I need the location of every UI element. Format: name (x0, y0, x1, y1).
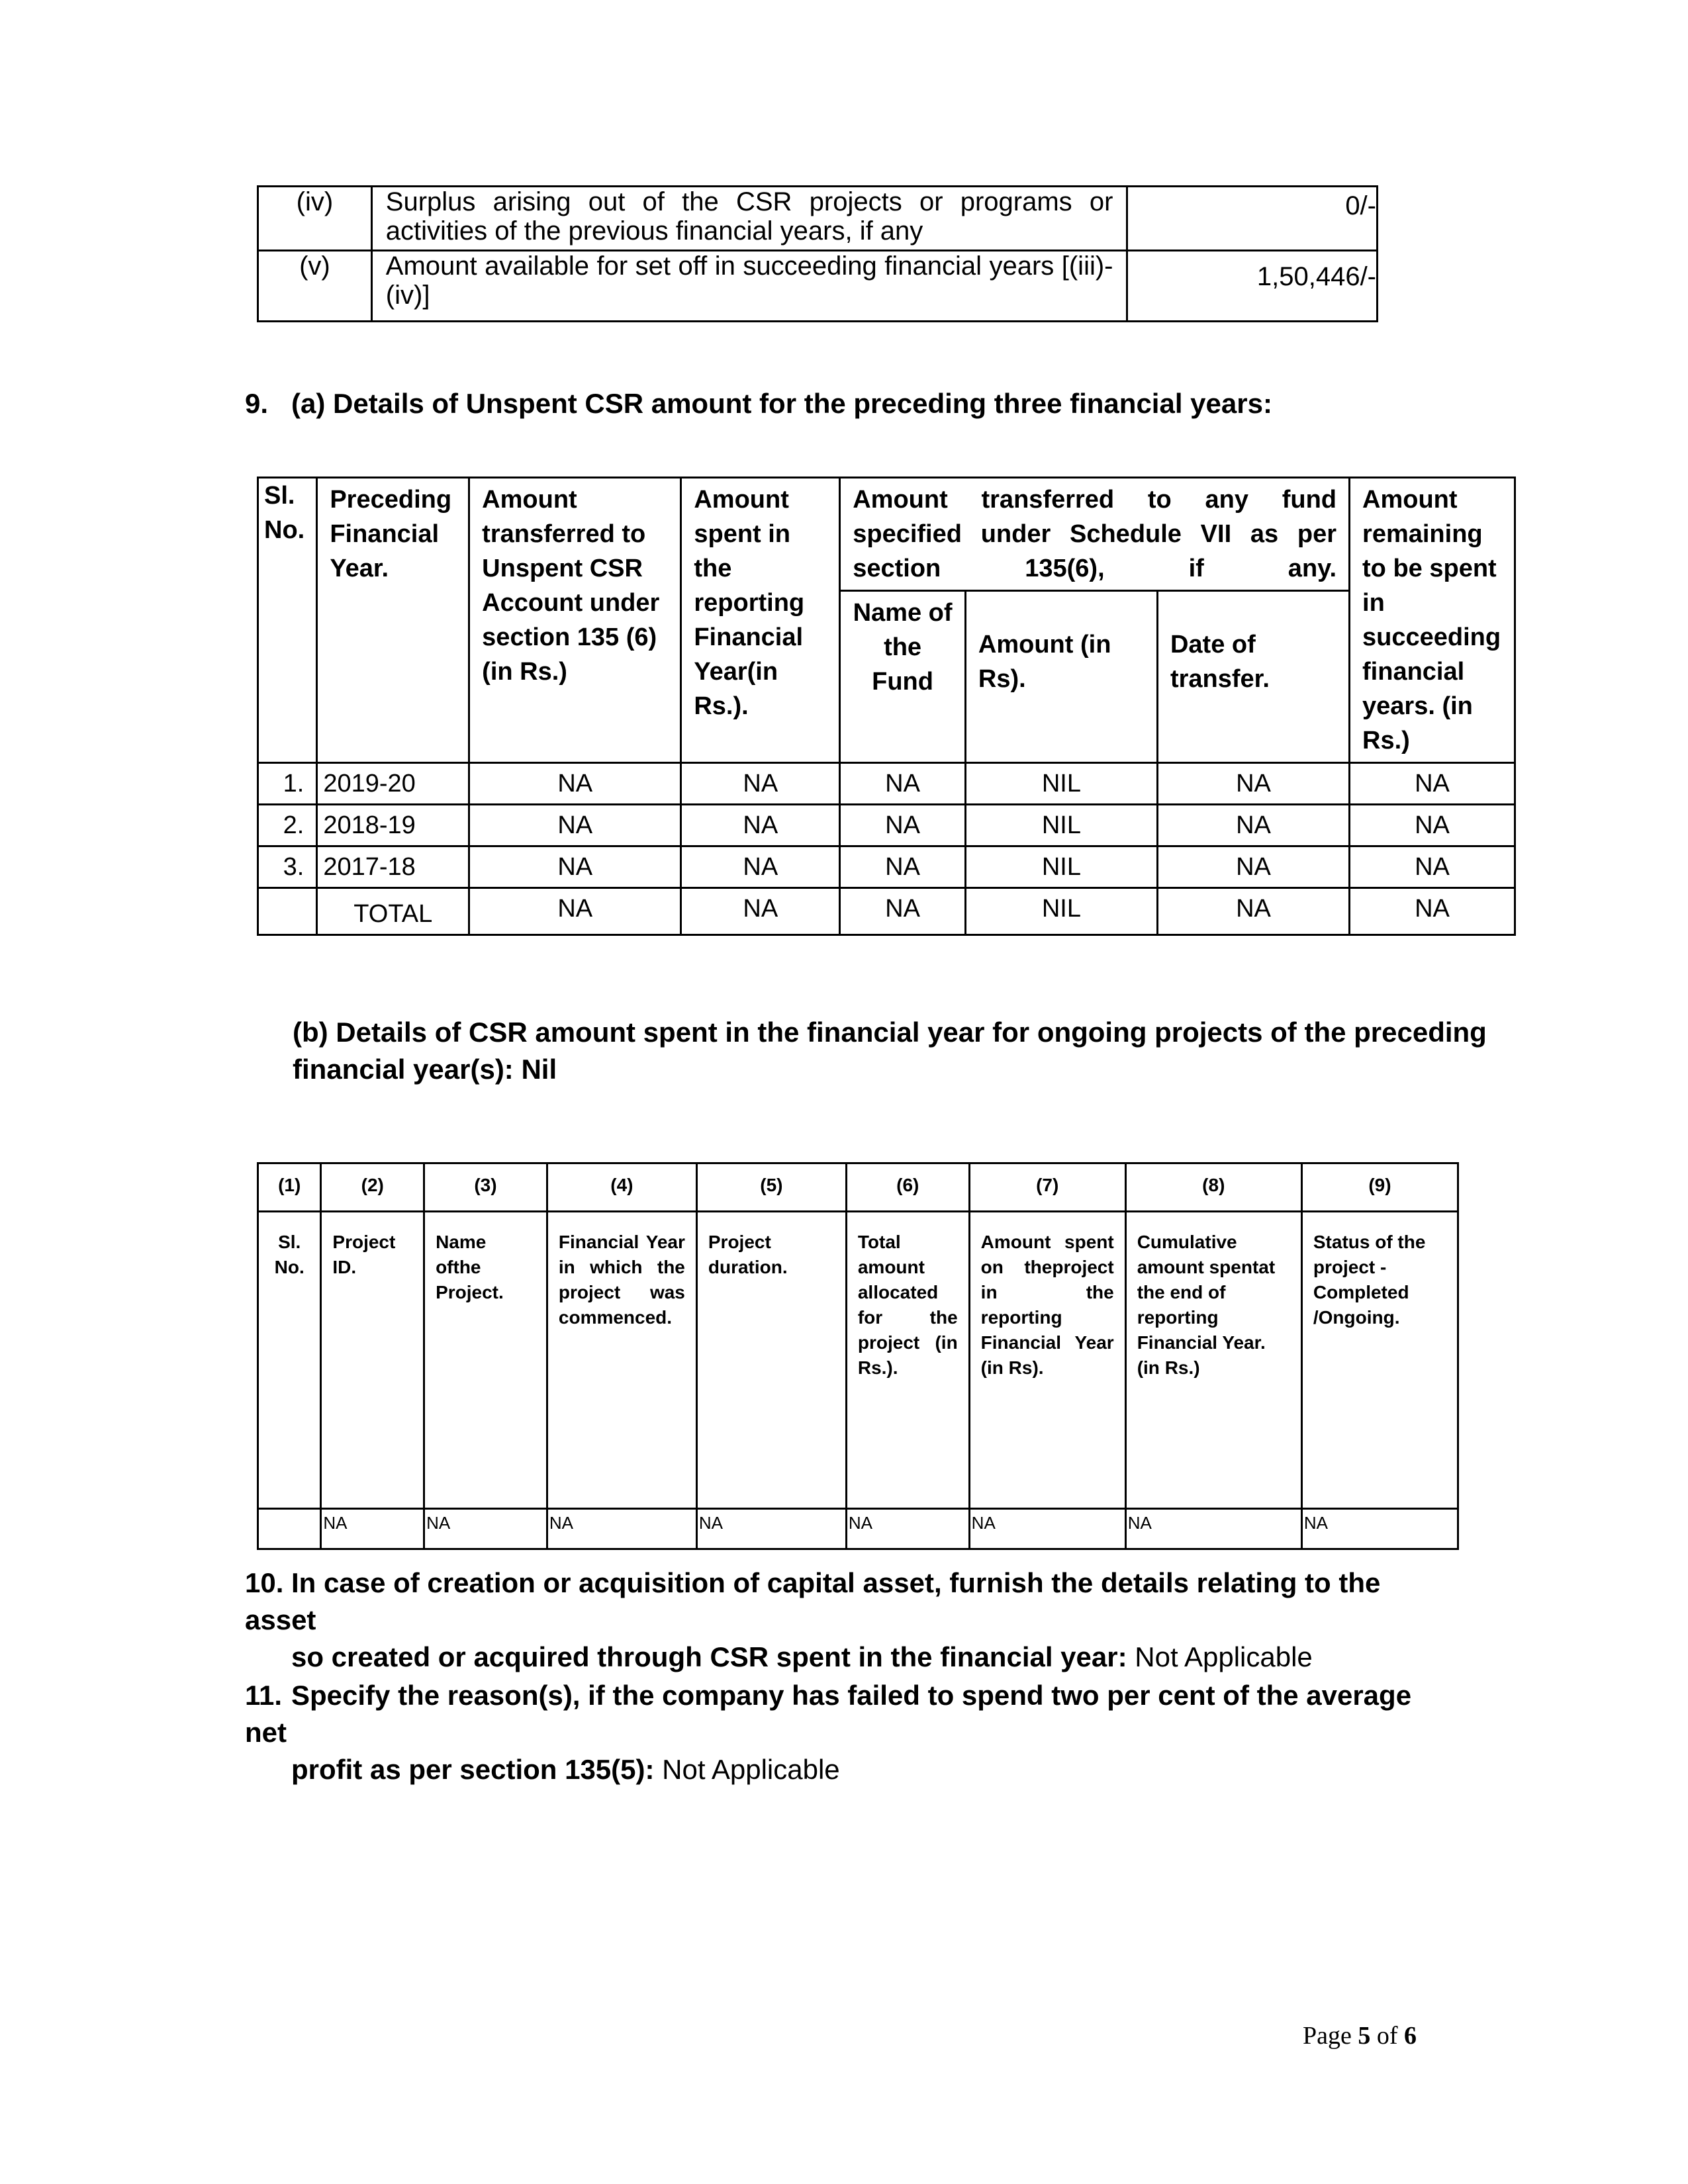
section-10 (245, 1565, 1436, 1676)
column-number: (8) (1125, 1163, 1301, 1212)
table-row (258, 846, 1515, 888)
cell-sl (258, 1509, 321, 1549)
cell-transferred: NA (469, 805, 681, 846)
header-cumulative-amount: Cumulative amount spentat the end of reporting Financial Year. (in Rs.) (1125, 1212, 1301, 1509)
column-number: (2) (321, 1163, 424, 1212)
section-number: 11. (245, 1680, 283, 1711)
row-number: (v) (258, 251, 372, 322)
cell-remaining: NA (1350, 846, 1515, 888)
section-title-line: financial year(s): Nil (293, 1054, 557, 1085)
page-total: 6 (1404, 2022, 1417, 2050)
cell-transferred: NA (469, 888, 681, 935)
column-number: (6) (846, 1163, 969, 1212)
column-number: (4) (547, 1163, 696, 1212)
cell-year: 2019-20 (317, 763, 469, 805)
row-description: Amount available for set off in succeeding financial years [(iii)-(iv)] (371, 251, 1127, 322)
cell-spent: NA (681, 888, 840, 935)
section-11 (245, 1677, 1436, 1788)
column-number: (9) (1301, 1163, 1458, 1212)
header-amount-spent: Amount spent on theproject in the reporting Financial Year (in Rs). (969, 1212, 1125, 1509)
cell-sl: 2. (258, 805, 317, 846)
page-prefix: Page (1303, 2022, 1352, 2050)
header-fund-name: Name of the Fund (840, 591, 966, 763)
section-question-line: Specify the reason(s), if the company has failed to spend two per cent of the average net (245, 1680, 1412, 1748)
cell-fund-date: NA (1157, 846, 1349, 888)
section-question-line: so created or acquired through CSR spent in the financial year: (291, 1641, 1127, 1672)
header-fund-amount: Amount (in Rs). (965, 591, 1157, 763)
cell-fund-name: NA (840, 846, 966, 888)
row-value: 0/- (1127, 187, 1378, 251)
column-number: (3) (424, 1163, 547, 1212)
set-off-table (257, 185, 1378, 322)
header-total-allocated: Total amount allocated for the project (in Rs.). (846, 1212, 969, 1509)
cell-project-name: NA (424, 1509, 547, 1549)
cell-fund-amount: NIL (965, 888, 1157, 935)
cell-fund-date: NA (1157, 805, 1349, 846)
header-row (258, 1212, 1458, 1509)
cell-fund-name: NA (840, 763, 966, 805)
total-row (258, 888, 1515, 935)
section-number: 9. (245, 388, 269, 419)
cell-fund-amount: NIL (965, 805, 1157, 846)
section-9a-heading (245, 385, 1272, 422)
cell-fund-name: NA (840, 888, 966, 935)
column-number: (7) (969, 1163, 1125, 1212)
cell-remaining: NA (1350, 888, 1515, 935)
cell-total-label: TOTAL (317, 888, 469, 935)
unspent-csr-table (257, 477, 1516, 936)
row-value: 1,50,446/- (1127, 251, 1378, 322)
column-number-row (258, 1163, 1458, 1212)
table-row (258, 187, 1378, 251)
section-title: (a) Details of Unspent CSR amount for the preceding three financial years: (291, 388, 1272, 419)
cell-spent: NA (681, 805, 840, 846)
header-year: Preceding Financial Year. (317, 478, 469, 763)
table-row (258, 805, 1515, 846)
table-row (258, 251, 1378, 322)
section-9b-heading (293, 1014, 1487, 1088)
section-number: 10. (245, 1567, 284, 1598)
header-project-status: Status of the project - Completed /Ongoing. (1301, 1212, 1458, 1509)
header-sl: Sl. No. (258, 478, 317, 763)
page-of: of (1376, 2022, 1398, 2050)
column-number: (5) (696, 1163, 846, 1212)
cell-fund-amount: NIL (965, 846, 1157, 888)
cell-transferred: NA (469, 846, 681, 888)
cell-spent: NA (681, 763, 840, 805)
header-project-id: Project ID. (321, 1212, 424, 1509)
header-fund-group: Amount transferred to any fund specified under Schedule VII as per section 135(6), if any. (840, 478, 1350, 591)
cell-sl: 1. (258, 763, 317, 805)
cell-fund-date: NA (1157, 763, 1349, 805)
header-remaining: Amount remaining to be spent in succeeding financial years. (in Rs.) (1350, 478, 1515, 763)
cell-year: 2018-19 (317, 805, 469, 846)
section-answer: Not Applicable (1135, 1641, 1313, 1672)
header-fund-date: Date of transfer. (1157, 591, 1349, 763)
header-sl: Sl. No. (258, 1212, 321, 1509)
page-number (1303, 2021, 1417, 2050)
section-question-line: In case of creation or acquisition of capital asset, furnish the details relating to the asset (245, 1567, 1381, 1635)
header-financial-year: Financial Year in which the project was commenced. (547, 1212, 696, 1509)
table-row (258, 1509, 1458, 1549)
table-row (258, 763, 1515, 805)
cell-fund-date: NA (1157, 888, 1349, 935)
section-answer: Not Applicable (662, 1754, 840, 1785)
cell-sl: 3. (258, 846, 317, 888)
column-number: (1) (258, 1163, 321, 1212)
cell-project-id: NA (321, 1509, 424, 1549)
cell-project-status: NA (1301, 1509, 1458, 1549)
cell-amount-spent: NA (969, 1509, 1125, 1549)
cell-spent: NA (681, 846, 840, 888)
cell-fund-amount: NIL (965, 763, 1157, 805)
section-question-line-2 (245, 1751, 1436, 1788)
cell-cumulative-amount: NA (1125, 1509, 1301, 1549)
header-spent: Amount spent in the reporting Financial Year(in Rs.). (681, 478, 840, 763)
row-number: (iv) (258, 187, 372, 251)
cell-remaining: NA (1350, 763, 1515, 805)
cell-sl-empty (258, 888, 317, 935)
ongoing-projects-table (257, 1162, 1459, 1550)
section-question-line: profit as per section 135(5): (291, 1754, 655, 1785)
cell-financial-year: NA (547, 1509, 696, 1549)
header-row (258, 478, 1515, 591)
header-transferred: Amount transferred to Unspent CSR Account under section 135 (6) (in Rs.) (469, 478, 681, 763)
cell-remaining: NA (1350, 805, 1515, 846)
header-project-duration: Project duration. (696, 1212, 846, 1509)
cell-year: 2017-18 (317, 846, 469, 888)
cell-transferred: NA (469, 763, 681, 805)
cell-total-allocated: NA (846, 1509, 969, 1549)
section-question-line-2 (245, 1639, 1436, 1676)
cell-project-duration: NA (696, 1509, 846, 1549)
row-description: Surplus arising out of the CSR projects or programs or activities of the previous financial years, if any (371, 187, 1127, 251)
header-project-name: Name ofthe Project. (424, 1212, 547, 1509)
section-title-line: (b) Details of CSR amount spent in the financial year for ongoing projects of the preceding (293, 1017, 1487, 1048)
cell-fund-name: NA (840, 805, 966, 846)
page-current: 5 (1358, 2022, 1371, 2050)
